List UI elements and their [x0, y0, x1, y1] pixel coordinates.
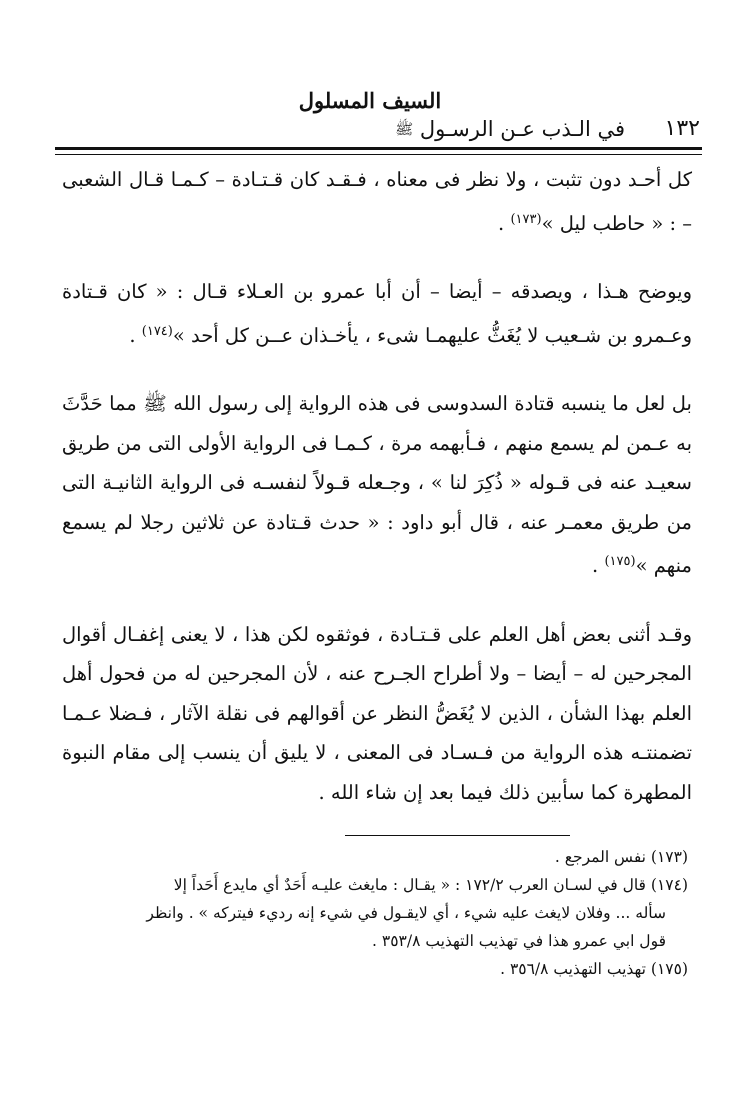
header-subtitle: [295, 116, 625, 142]
text-line: بل لعل ما ينسبه قتادة السدوسى فى هذه الرواية إلى رسول الله ﷺ: [143, 392, 692, 415]
footnote-174-cont: قول ابي عمرو هذا في تهذيب التهذيب ٣٥٣/٨ .: [372, 932, 666, 950]
text-line: ثلاثين رجلا لم يسمع منهم »: [62, 510, 692, 577]
text-line: التى من طريق سعيـد عنه فى قـوله « ذُكِرَ لنا » ، وجـعله قـولاً لنفسـه فى: [62, 431, 692, 494]
footnotes: [62, 843, 688, 983]
paragraph-2: ويوضح هـذا ، ويصدقه – أيضا – أن أبا عمرو بن العـلاء قـال : « كان قـتادة وعـمرو بن شـعيب لا يُغَثُّ عليهمـا شىء ، يأخـذان عــن كل أحد »$^{(١٧٤)}$ .: [62, 280, 692, 347]
paragraph-3: بل لعل ما ينسبه قتادة السدوسى فى هذه الرواية إلى رسول الله ﷺ مما حَدَّثَ به عـمن لم يسمع منهم ، فـأبهمه مرة ، كـمـا فى الرواية الأولى التى من طريق سعيـد عنه فى قـوله « ذُكِرَ لنا » ، وجـعله قـولاً لنفسـه فى الرواية الثانيـة التى من طريق معمـر عنه ، قال أبو داود : « حدث قـتادة عن ثلاثين رجلا لم يسمع منهم »$^{(١٧٥)}$ .: [62, 392, 693, 577]
main-text: [62, 160, 692, 812]
text-line: مما حَدَّثَ به عـمن لم يسمع منهم ، فـأبهمه مرة ، كـمـا فى الرواية الأولى: [62, 392, 693, 455]
pbuh-ligature: ﷺ: [395, 120, 414, 138]
text-line: من فحول أهل العلم بهذا الشأن ، الذين لا يُغَضُّ النظر عن أقوالهم فى نقلة: [62, 662, 692, 725]
header-subtitle-text: في الـذب عـن الرسـول: [419, 117, 625, 141]
header-rule-thin: [55, 154, 702, 155]
paragraph-4: [62, 615, 692, 813]
paragraph-1: كل أحـد دون تثبت ، ولا نظر فى معناه ، فـقـد كان قـتـادة – كـمـا قـال الشعبى – : « حاطب ليل »$^{(١٧٣)}$ .: [62, 168, 692, 235]
footnote-ref: (١٧٣): [510, 211, 542, 227]
page-number: ١٣٢: [664, 116, 700, 141]
text-line: الآثار ، فـضلا عـمـا تضمنتـه هذه الرواية من فـسـاد فى المعنى ، لا يليق أن: [62, 701, 693, 764]
footnote-ref: (١٧٥): [604, 554, 636, 569]
text-line: كل أحـد دون تثبت ، ولا نظر فى معناه ، فـقـد كان قـتـادة – كـمـا قـال: [128, 168, 692, 191]
text-line: وقـد أثنى بعض أهل العلم على قـتـادة ، فوثقوه لكن هذا ، لا يعنى: [170, 622, 693, 646]
footnote-173: (١٧٣) نفس المرجع .: [554, 848, 688, 866]
text-line: ينسب إلى مقام النبوة المطهرة كما سأبين ذلك فيما بعد إن شاء الله .: [62, 741, 692, 804]
header-rule-thick: [55, 147, 702, 150]
footnote-174-cont: سأله ... وفلان لايغث عليه شيء ، أي لايقـول في شيء إنه رديء فيتركه » . وانظر: [146, 904, 666, 922]
text-line: الشعبى – : « حاطب ليل »: [62, 168, 692, 235]
text-line: كل أحد »: [172, 323, 249, 347]
text-line: الرواية الثانيـة التى من طريق معمـر عنه ، قال أبو داود : « حدث قـتادة عن: [62, 471, 692, 534]
header-title: السيف المسلول: [298, 88, 442, 113]
footnote-175: (١٧٥) تهذيب التهذيب ٣٥٦/٨ .: [500, 960, 688, 978]
text-line: ويوضح هـذا ، ويصدقه – أيضا – أن أبا عمرو بن العـلاء قـال :: [176, 280, 692, 303]
footnote-174: (١٧٤) قال في لسـان العرب ١٧٢/٢ : « يقـال : مايغث عليـه أَحَدٌ أي مايدع أَحَداً إلا: [173, 876, 688, 894]
text-line: إغفـال أقوال المجرحين له – أيضا – ولا أطراح الجـرح عنه ، لأن المجرحين له: [62, 622, 692, 685]
text-line: « كان قـتادة وعـمرو بن شـعيب لا يُغَثُّ عليهمـا شىء ، يأخـذان عــن: [62, 280, 692, 347]
footnote-separator: [345, 835, 570, 836]
footnote-ref: (١٧٤): [141, 323, 173, 339]
